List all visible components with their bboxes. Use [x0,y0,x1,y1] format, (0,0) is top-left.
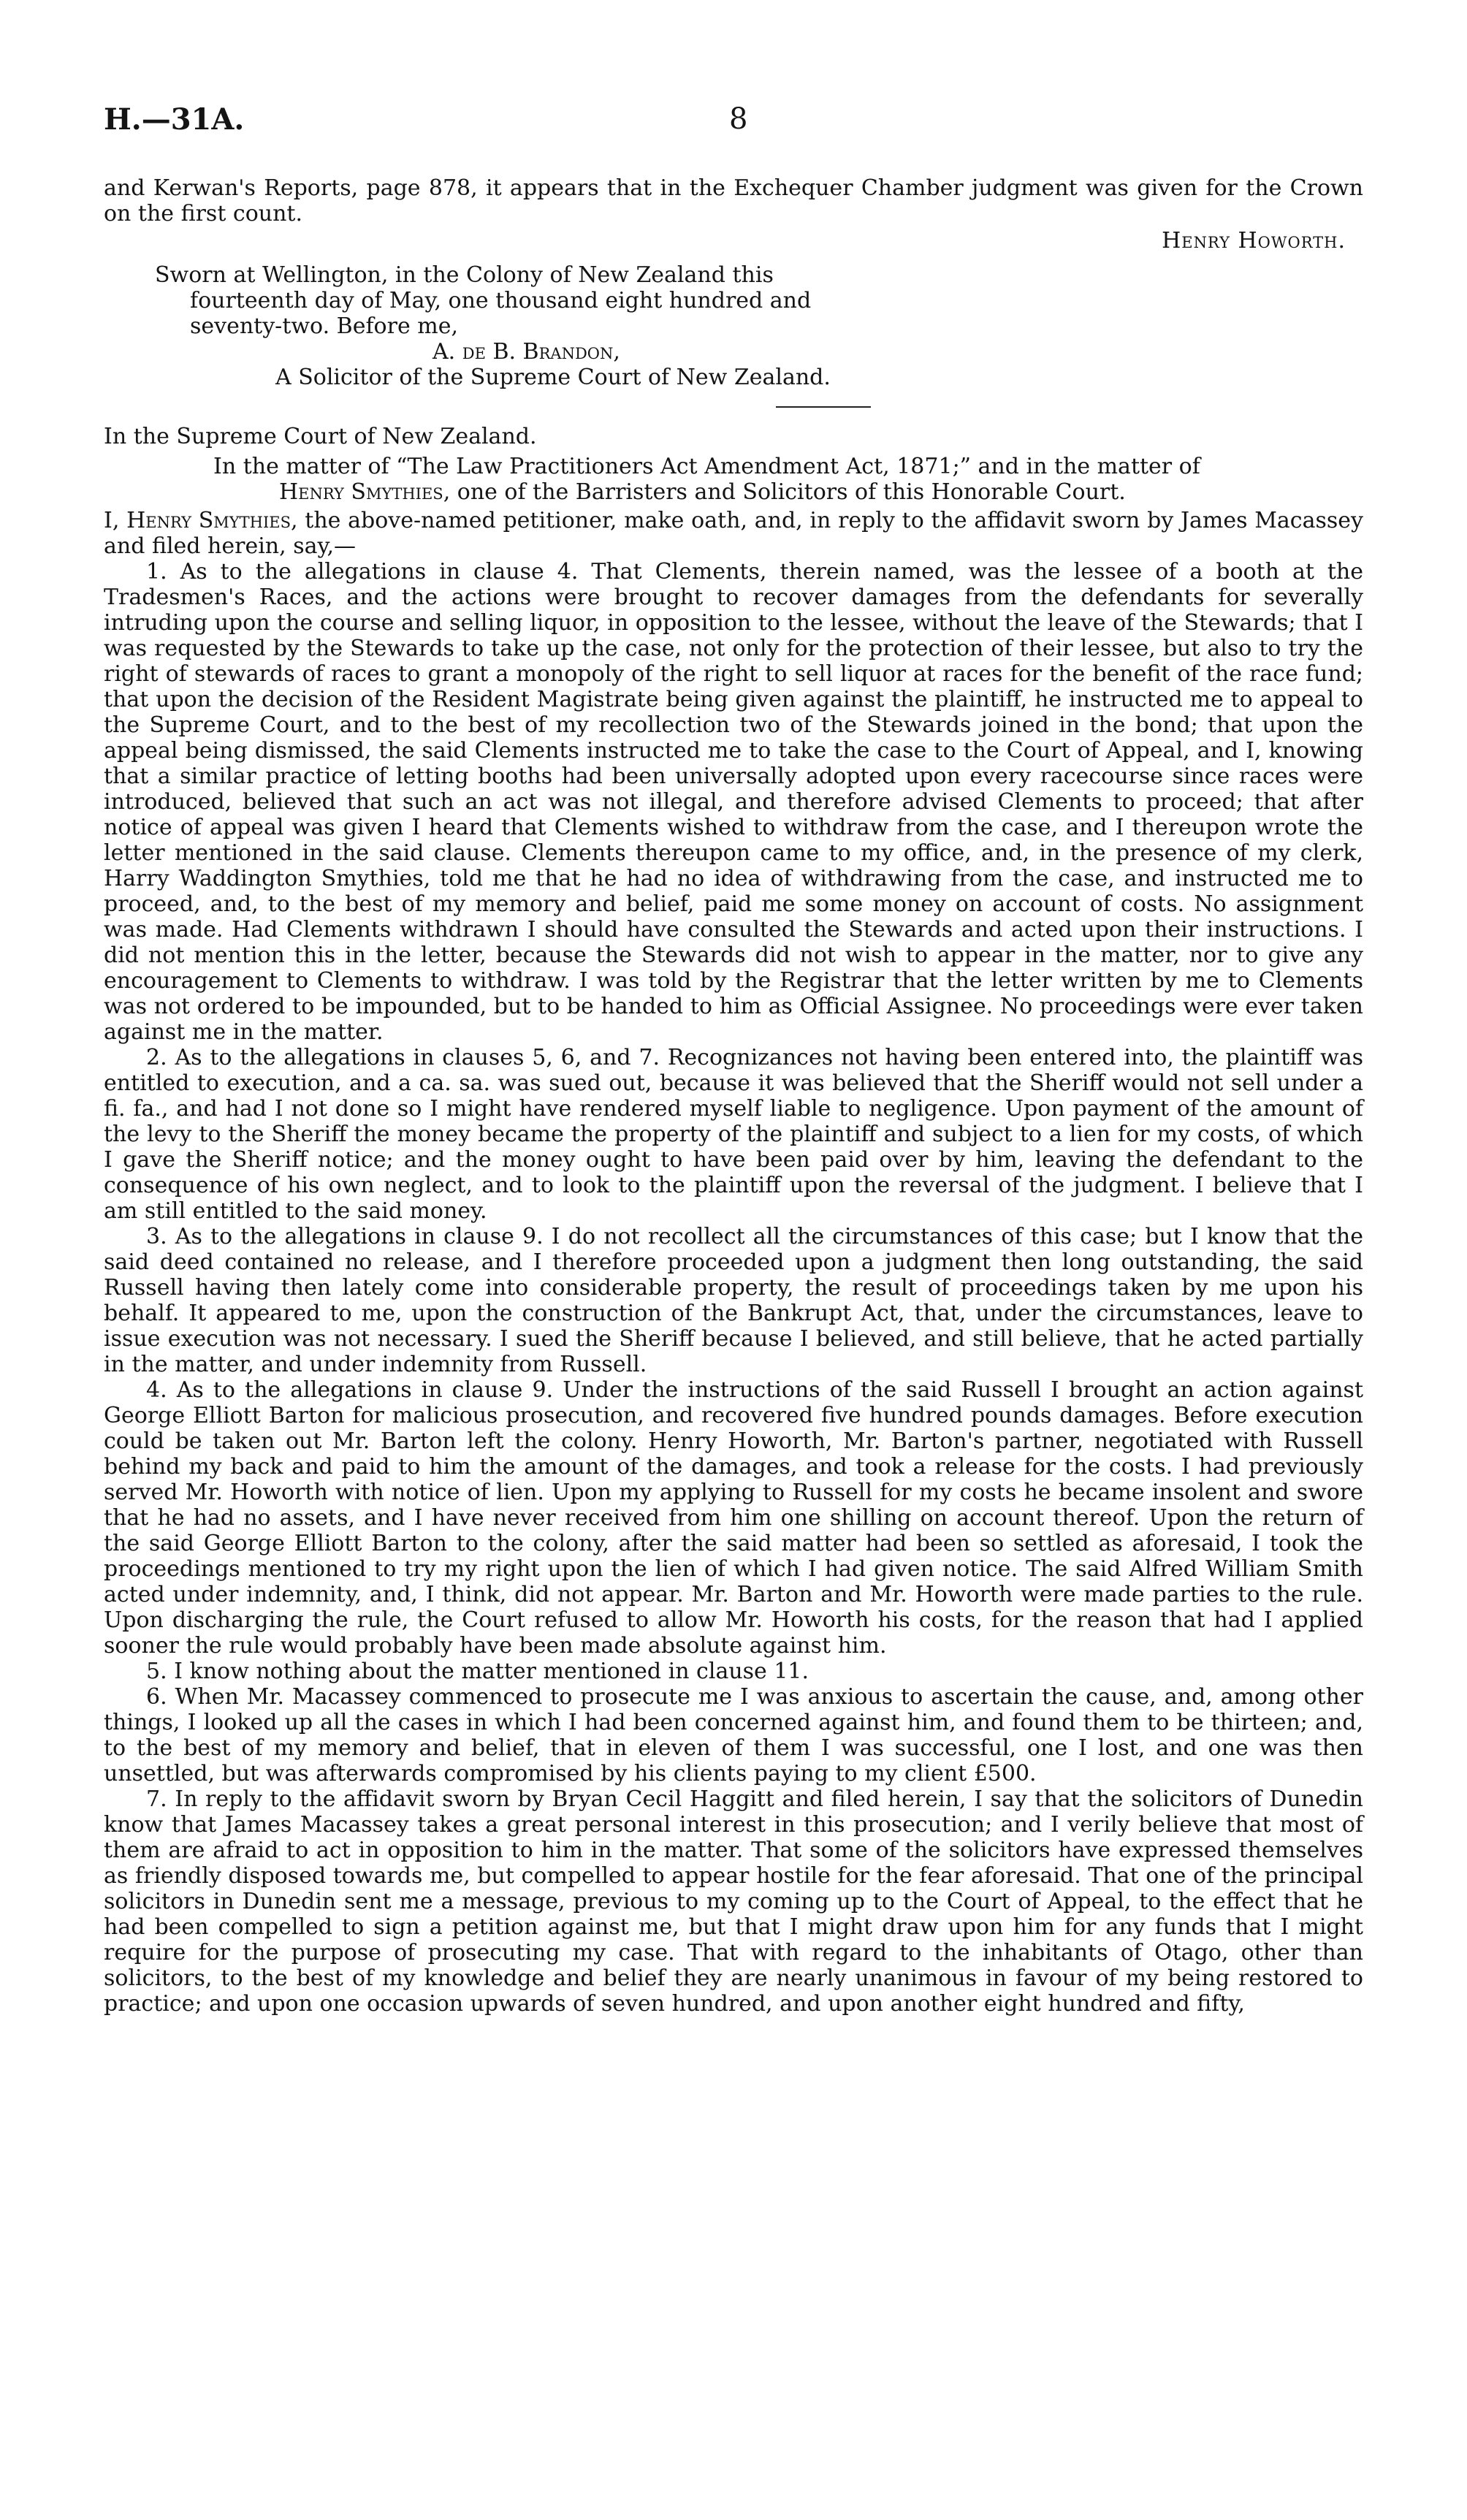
intro-name: Henry Smythies [126,508,291,533]
paragraph-2: 2. As to the allegations in clauses 5, 6, and 7. Recognizances not having been entered into, the plaintiff was entitled to execution, and a ca. sa. was sued out, because it was believed that the Sheriff would not sell under a fi. fa., and had I not done so I might have rendered myself liable to negligence. Upon payment of the amount of the levy to the Sheriff the money became the property of the plaintiff and subject to a lien for my costs, of which I gave the Sheriff notice; and the money ought to have been paid over by him, leaving the defendant to the consequence of his own neglect, and to look to the plaintiff upon the reversal of the judgment. I believe that I am still entitled to the said money. [104,1045,1363,1224]
paragraph-6: 6. When Mr. Macassey commenced to prosecute me I was anxious to ascertain the cause, and, among other things, I looked up all the cases in which I had been concerned against him, and found them to be thirteen; and, to the best of my memory and belief, that in eleven of them I was successful, one I lost, and one was then unsettled, but was afterwards compromised by his clients paying to my client £500. [104,1684,1363,1786]
sworn-line-2: fourteenth day of May, one thousand eight hundred and [190,288,812,313]
intro-before: I, [104,508,127,533]
section-divider [776,406,871,408]
paragraph-1: 1. As to the allegations in clause 4. That Clements, therein named, was the lessee of a booth at the Tradesmen's Races, and the actions were brought to recover damages from the defendants for severally intruding upon the course and selling liquor, in opposition to the lessee, without the leave of the Stewards; that I was requested by the Stewards to take up the case, not only for the protection of their lessee, but also to try the right of stewards of races to grant a monopoly of the right to sell liquor at races for the benefit of the race fund; that upon the decision of the Resident Magistrate being given against the plaintiff, he instructed me to appeal to the Supreme Court, and to the best of my recollection two of the Stewards joined in the bond; that upon the appeal being dismissed, the said Clements instructed me to take the case to the Court of Appeal, and I, knowing that a similar practice of letting booths had been universally adopted upon every racecourse since races were introduced, believed that such an act was not illegal, and therefore advised Clements to proceed; that after notice of appeal was given I heard that Clements wished to withdraw from the case, and I thereupon wrote the letter mentioned in the said clause. Clements thereupon came to my office, and, in the presence of my clerk, Harry Waddington Smythies, told me that he had no idea of withdrawing from the case, and instructed me to proceed, and, to the best of my memory and belief, paid me some money on account of costs. No assignment was made. Had Clements withdrawn I should have consulted the Stewards and acted upon their instructions. I did not mention this in the letter, because the Stewards did not wish to appear in the matter, nor to give any encouragement to Clements to withdraw. I was told by the Registrar that the letter written by me to Clements was not ordered to be impounded, but to be handed to him as Official Assignee. No proceedings were ever taken against me in the matter. [104,559,1363,1045]
opening-paragraph: and Kerwan's Reports, page 878, it appears that in the Exchequer Chamber judgment was given for the Crown on the first count. [104,175,1363,227]
matter-rest: , one of the Barristers and Solicitors of this Honorable Court. [443,479,1126,505]
commissioner-title: A Solicitor of the Supreme Court of New Zealand. [275,365,831,390]
paragraph-7: 7. In reply to the affidavit sworn by Bryan Cecil Haggitt and filed herein, I say that the solicitors of Dunedin know that James Macassey takes a great personal interest in this prosecution; and I verily believe that most of them are afraid to act in opposition to him in the matter. That some of the solicitors have expressed themselves as friendly disposed towards me, but compelled to appear hostile for the fear aforesaid. That one of the principal solicitors in Dunedin sent me a message, previous to my coming up to the Court of Appeal, to the effect that he had been compelled to sign a petition against me, but that I might draw upon him for any funds that I might require for the purpose of prosecuting my case. That with regard to the inhabitants of Otago, other than solicitors, to the best of my knowledge and belief they are nearly unanimous in favour of my being restored to practice; and upon one occasion upwards of seven hundred, and upon another eight hundred and fifty, [104,1786,1363,2017]
document-id: H.—31A. [104,102,245,137]
intro-after: , the above-named petitioner, make oath, and, in reply to the affidavit sworn by James Macassey and filed herein, say,— [104,508,1363,559]
sworn-line-3: seventy-two. Before me, [190,313,458,339]
court-heading: In the Supreme Court of New Zealand. [104,424,537,449]
paragraph-4: 4. As to the allegations in clause 9. Under the instructions of the said Russell I brought an action against George Elliott Barton for malicious prosecution, and recovered five hundred pounds damages. Before execution could be taken out Mr. Barton left the colony. Henry Howorth, Mr. Barton's partner, negotiated with Russell behind my back and paid to him the amount of the damages, and took a release for the costs. I had previously served Mr. Howorth with notice of lien. Upon my applying to Russell for my costs he became insolent and swore that he had no assets, and I have never received from him one shilling on account thereof. Upon the return of the said George Elliott Barton to the colony, after the said matter had been so settled as aforesaid, I took the proceedings mentioned to try my right upon the lien of which I had given notice. The said Alfred William Smith acted under indemnity, and, I think, did not appear. Mr. Barton and Mr. Howorth were made parties to the rule. Upon discharging the rule, the Court refused to allow Mr. Howorth his costs, for the reason that had I applied sooner the rule would probably have been made absolute against him. [104,1377,1363,1659]
affidavit-intro [104,508,1363,559]
page-header [104,102,1363,146]
page-number: 8 [729,102,748,136]
matter-name: Henry Smythies [279,479,443,505]
paragraph-5: 5. I know nothing about the matter mentioned in clause 11. [146,1659,809,1684]
sworn-line-1: Sworn at Wellington, in the Colony of New Zealand this [155,262,774,288]
signature-howorth: Henry Howorth. [1162,228,1346,254]
document-body [104,175,1363,2017]
matter-line-1: In the matter of “The Law Practitioners Act Amendment Act, 1871;” and in the matter of [213,454,1200,479]
paragraph-3: 3. As to the allegations in clause 9. I do not recollect all the circumstances of this case; but I know that the said deed contained no release, and I therefore proceeded upon a judgment then long outstanding, the said Russell having then lately come into considerable property, the result of proceedings taken by me upon his behalf. It appeared to me, upon the construction of the Bankrupt Act, that, under the circumstances, leave to issue execution was not necessary. I sued the Sheriff because I believed, and still believe, that he acted partially in the matter, and under indemnity from Russell. [104,1224,1363,1377]
sworn-block [155,262,973,390]
matter-line-2 [279,479,1363,505]
commissioner-name: A. de B. Brandon, [433,339,620,365]
